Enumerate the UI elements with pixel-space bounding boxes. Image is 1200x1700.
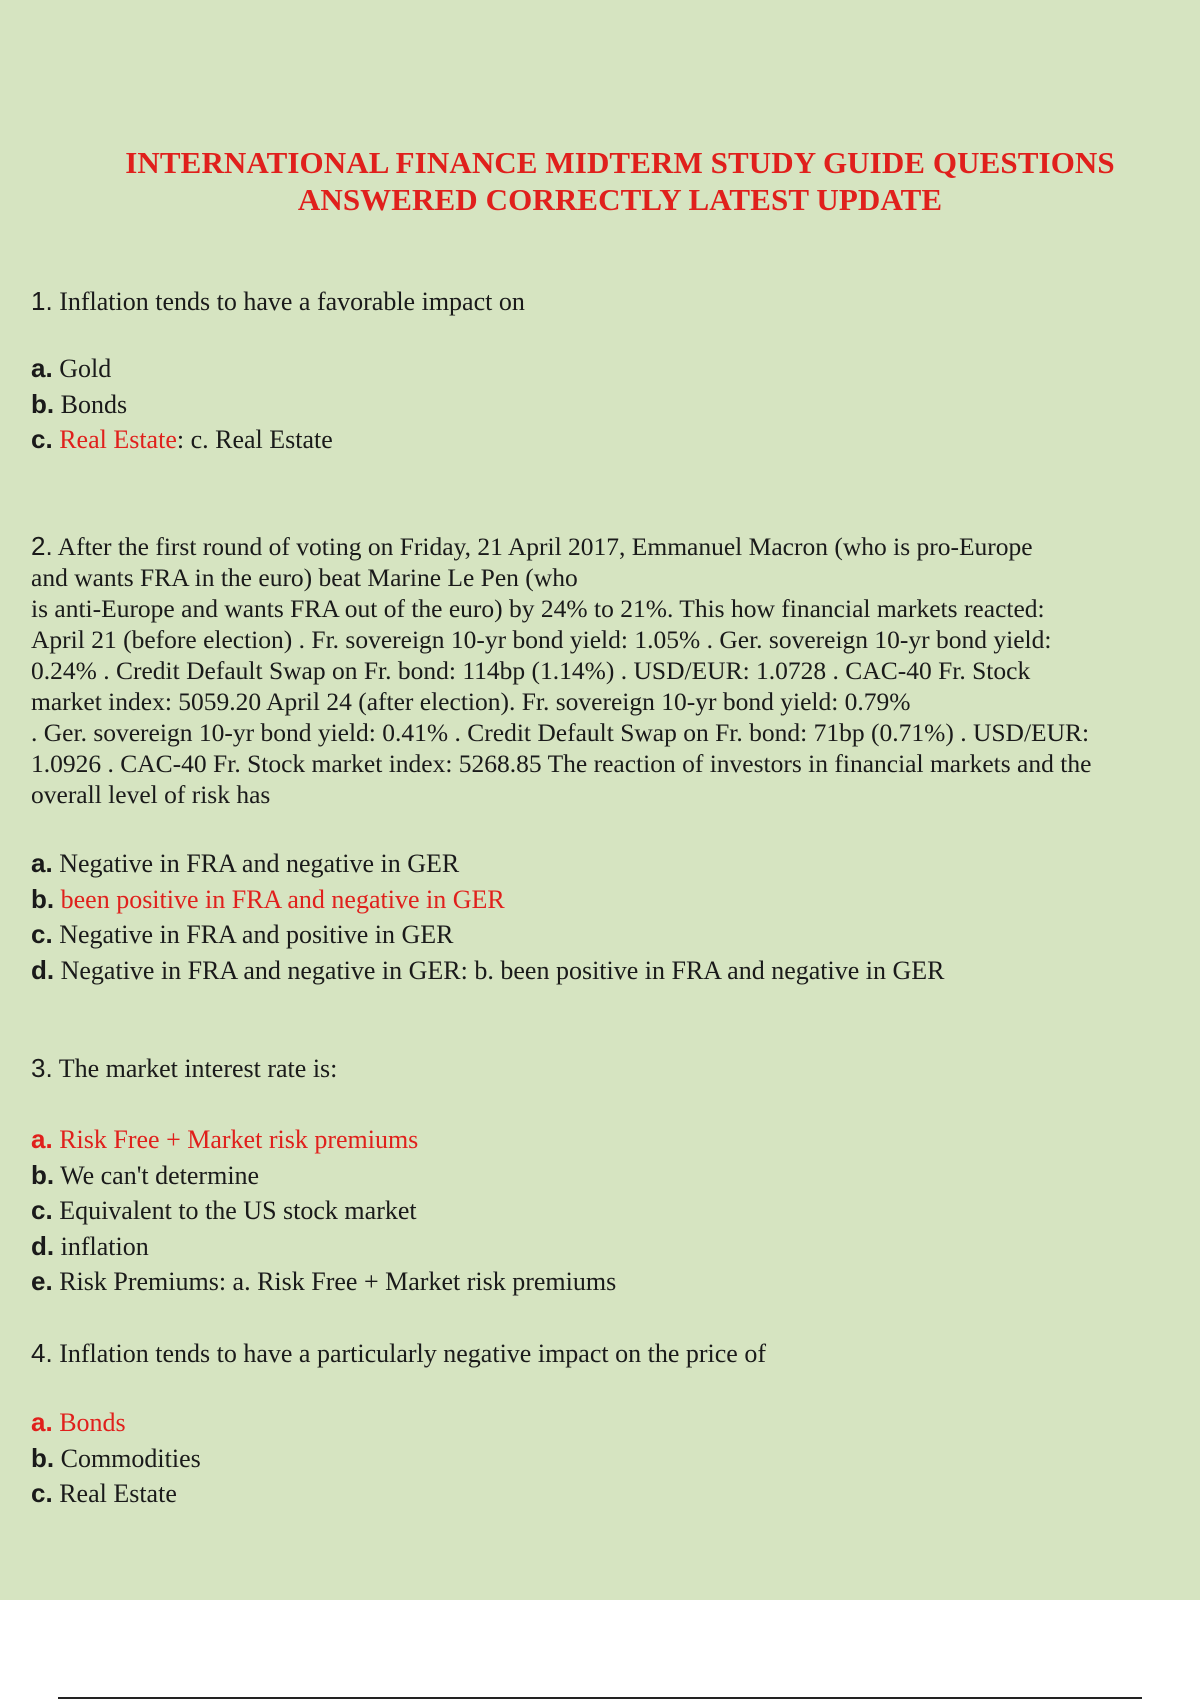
question-number: 2.	[31, 531, 53, 561]
option-c: c. Equivalent to the US stock market	[31, 1195, 417, 1225]
question-2: 2. After the first round of voting on Friday, 21 April 2017, Emmanuel Macron (who is pro-Europe and wants FRA in the euro) beat Marine Le Pen (who is anti-Europe and wants FRA out of the euro) by 24% to 21%. This how financial markets reacted: April 21 (before election) . Fr. sovereign 10-yr bond yield: 1.05% . Ger. sovereign 10-yr bond yield: 0.24% . Credit Default Swap on Fr. bond: 114bp (1.14%) . USD/EUR: 1.0728 . CAC-40 Fr. Stock market index: 5059.20 April 24 (after election). Fr. sovereign 10-yr bond yield: 0.79% . Ger. sovereign 10-yr bond yield: 0.41% . Credit Default Swap on Fr. bond: 71bp (0.71%) . USD/EUR: 1.0926 . CAC-40 Fr. Stock market index: 5268.85 The reaction of investors in financial markets and the overall level of risk has	[31, 531, 1092, 809]
option-a: a. Gold	[31, 353, 112, 383]
question-number: 1.	[31, 286, 53, 316]
question-4-options	[31, 1405, 1197, 1512]
option-b: b. Bonds	[31, 388, 128, 419]
question-text: Inflation tends to have a particularly negative impact on the price of	[59, 1339, 766, 1368]
document-title	[100, 144, 1140, 218]
title-line-2: ANSWERED CORRECTLY LATEST UPDATE	[297, 182, 943, 217]
option-a: a. Negative in FRA and negative in GER	[31, 848, 460, 878]
option-c: c. Real Estate	[31, 1478, 177, 1508]
option-a-answer: a. Risk Free + Market risk premiums	[31, 1124, 419, 1154]
question-text: The market interest rate is:	[58, 1054, 338, 1083]
option-d: d. Negative in FRA and negative in GER: b. been positive in FRA and negative in GER	[31, 954, 945, 985]
option-b: b. We can't determine	[31, 1159, 260, 1190]
correct-answer: Bonds	[59, 1408, 126, 1437]
option-c: c. Negative in FRA and positive in GER	[31, 919, 454, 949]
question-1-options	[31, 351, 1197, 458]
footer-divider	[58, 1697, 1142, 1699]
option-e: e. Risk Premiums: a. Risk Free + Market risk premiums	[31, 1266, 617, 1296]
option-b-answer: b. been positive in FRA and negative in GER	[31, 883, 505, 914]
option-a-answer: a. Bonds	[31, 1407, 126, 1437]
question-number: 3.	[31, 1053, 53, 1083]
option-b: b. Commodities	[31, 1442, 201, 1473]
question-number: 4.	[31, 1338, 53, 1368]
option-c-answer: c. Real Estate: c. Real Estate	[31, 424, 333, 454]
question-3	[31, 1053, 1197, 1084]
correct-answer: Risk Free + Market risk premiums	[59, 1125, 419, 1154]
question-4	[31, 1338, 1197, 1369]
correct-answer: been positive in FRA and negative in GER	[60, 884, 505, 914]
title-line-1: INTERNATIONAL FINANCE MIDTERM STUDY GUIDE QUESTIONS	[125, 145, 1115, 180]
question-1	[31, 286, 1197, 317]
question-2-options	[31, 846, 1197, 988]
correct-answer: Real Estate	[59, 425, 177, 454]
question-text: Inflation tends to have a favorable impact on	[59, 287, 525, 316]
question-3-options	[31, 1122, 1197, 1300]
option-d: d. inflation	[31, 1230, 149, 1261]
